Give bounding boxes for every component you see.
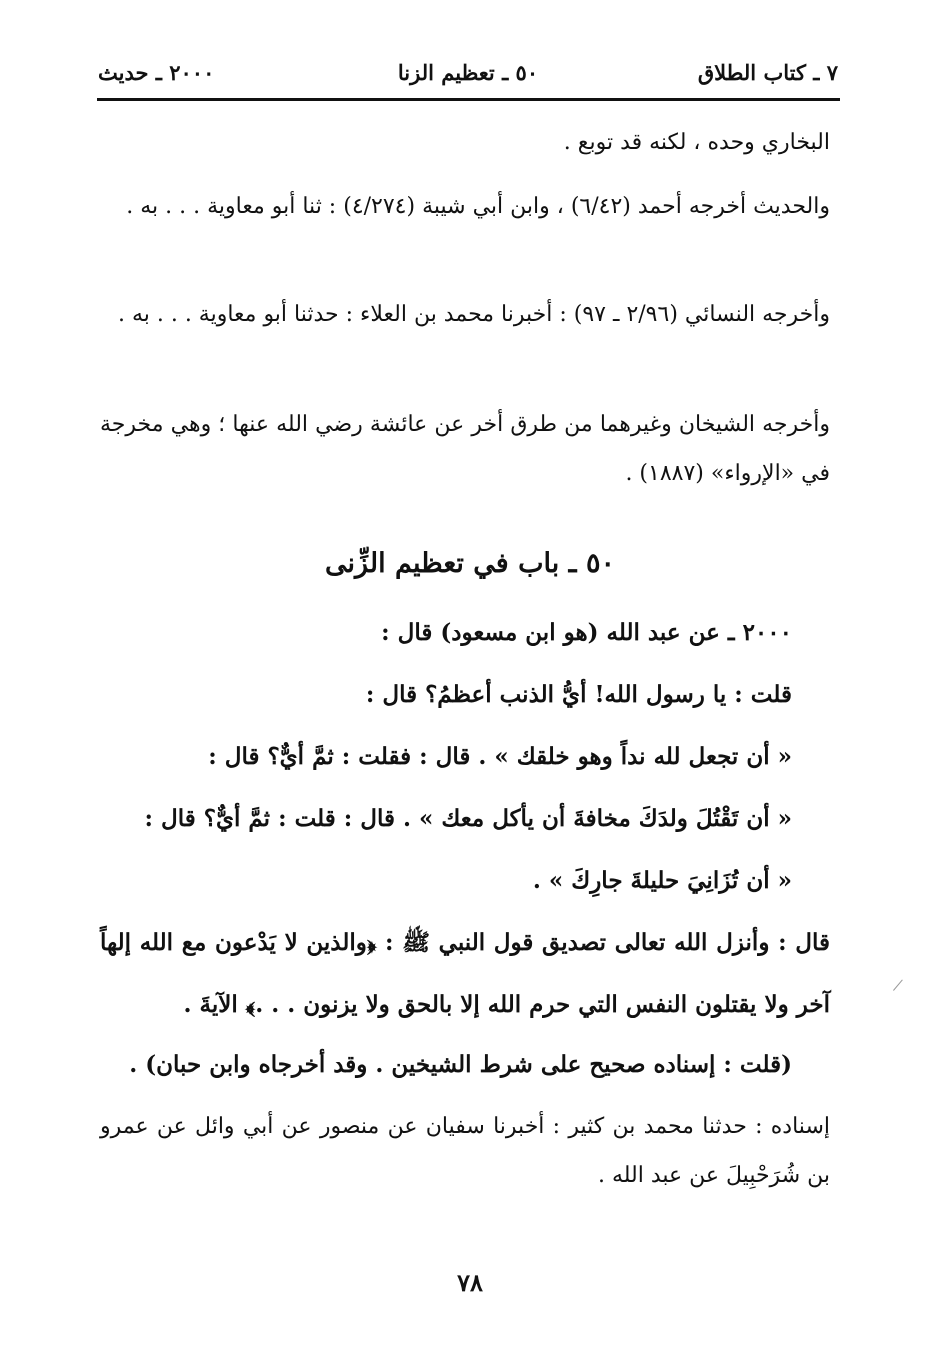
paragraph-2: والحديث أخرجه أحمد (٦/٤٢) ، وابن أبي شيبة (٤/٢٧٤) : ثنا أبو معاوية . . . به . — [126, 194, 830, 219]
hadith-line-4: « أن تَقْتُلَ ولدَكَ مخافةَ أن يأكل معك » . قال : قلت : ثمَّ أيٌّ؟ قال : — [144, 805, 792, 832]
hadith-line-6: قال : وأنزل الله تعالى تصديق قول النبي ﷺ : ﴿والذين لا يَدْعون مع الله إلهاً آخر ولا يقتلون النفس التي حرم الله إلا بالحق ولا يزنون . . .﴾ الآيةَ . — [100, 929, 830, 1018]
hadith-line-5: « أن تُزَانِيَ حليلةَ جارِكَ » . — [532, 867, 792, 894]
hadith-line-1: ٢٠٠٠ ـ عن عبد الله (هو ابن مسعود) قال : — [381, 619, 792, 646]
hadith-line-3: « أن تجعل لله نداً وهو خلقك » . قال : فقلت : ثمَّ أيٌّ؟ قال : — [208, 743, 792, 770]
isnad-paragraph: إسناده : حدثنا محمد بن كثير : أخبرنا سفيان عن منصور عن أبي وائل عن عمرو بن شُرَحْبِيلَ عن عبد الله . — [100, 1114, 830, 1188]
header-rule — [97, 98, 840, 101]
running-header — [98, 50, 838, 94]
hadith-line-2: قلت : يا رسول الله! أيُّ الذنب أعظمُ؟ قال : — [365, 681, 792, 708]
section-title: ٥٠ ـ باب في تعظيم الزِّنى — [325, 548, 615, 579]
margin-mark — [893, 979, 912, 998]
page-number: ٧٨ — [457, 1268, 483, 1297]
paragraph-3: وأخرجه النسائي (٢/٩٦ ـ ٩٧) : أخبرنا محمد بن العلاء : حدثنا أبو معاوية . . . به . — [117, 302, 830, 327]
header-section: ٥٠ ـ تعظيم الزنا — [397, 60, 539, 85]
paragraph-4: وأخرجه الشيخان وغيرهما من طرق أخر عن عائشة رضي الله عنها ؛ وهي مخرجة في «الإرواء» (١٨٨٧) . — [100, 412, 830, 486]
paragraph-1: البخاري وحده ، لكنه قد توبع . — [563, 130, 830, 155]
header-hadith-range: ٢٠٠٠ ـ حديث — [98, 60, 215, 85]
header-chapter: ٧ ـ كتاب الطلاق — [697, 60, 838, 85]
hadith-grading: (قلت : إسناده صحيح على شرط الشيخين . وقد أخرجاه وابن حبان) . — [129, 1051, 792, 1078]
